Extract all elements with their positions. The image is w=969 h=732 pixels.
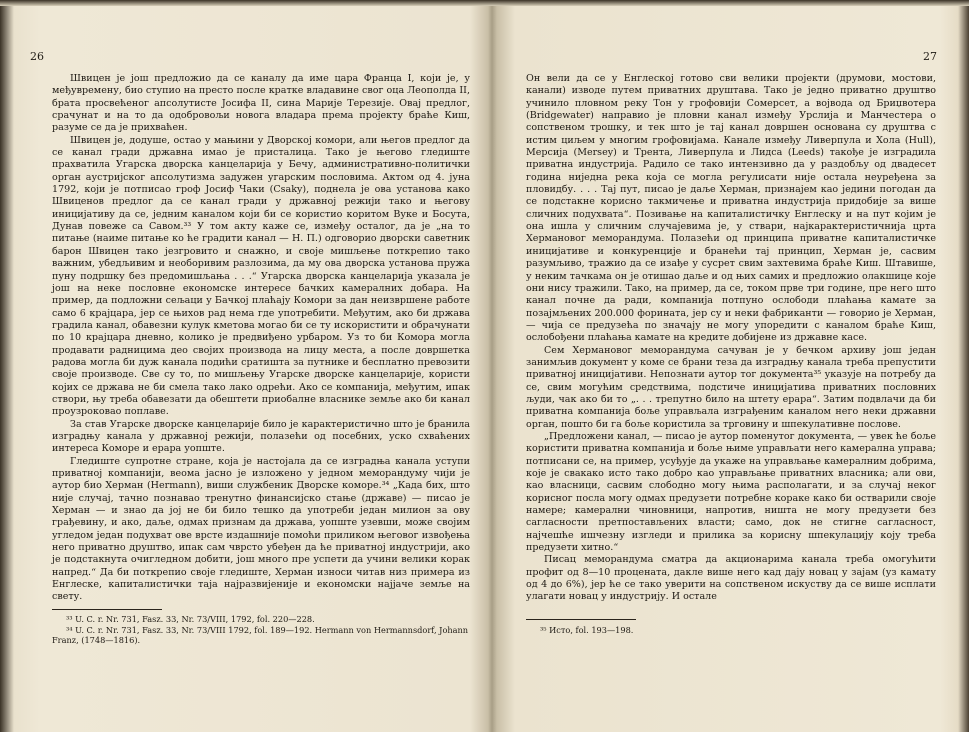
paragraph: Сем Хермановог меморандума сачуван је у бечком архиву још један занимљив документ у коме се брани теза да изградњу канала треба препустити приватној иницијативи. Непознати аутор тог документа³⁵ указује на потребу да се, свим могућим средствима, подстиче иницијатива приватних пословних људи, чак ако би то „. . . трепутно било на штету ерара“. Затим подвлачи да би приватна компанија боље управљала изграђеним каналом него неки државни орган, пошто би га боље користила за трговину и шпекулативне послове. [526, 344, 936, 430]
footnote-rule [526, 619, 636, 620]
footnote: ³⁵ Исто, fol. 193—198. [540, 625, 634, 635]
left-page [20, 0, 480, 732]
right-page [510, 0, 955, 732]
paragraph: „Предложени канал, — писао је аутор поменутог документа, — увек ће боље користити приватна компанија и боље њиме управљати него камерална управа; потписани се, на пример, усуђује да укаже на управљање камералним добрима, које је свакако исто тако добро као управљање приватних власника; али ови, као власници, сасвим слободно могу њима располагати, и за случај неког корисног посла могу одмах предузети потребне кораке како би остварили своје намере; камерални чиновници, напротив, ништа не могу предузети без сагласности претпостављених власти; само, док не стигне сагласност, најчешће ишчезну изгледи и прилика за корисну шпекулацију коју треба предузети хитно.“ [526, 430, 936, 554]
paragraph: Швицен је, додуше, остао у мањини у Дворској комори, али његов предлог да се канал гради државна имао је присталица. Тако је његово гледиште прахватила Угарска дворска канцеларија у Бечу, административно-политички орган аустријског апсолутизма задужен угарским пословима. Актом од 4. јуна 1792, који је потписао гроф Јосиф Чаки (Csaky), поднела је ова установа како Швиценов предлог да се канал гради у државној режији тако и његову иницијативу да се, једним каналом који би се користио коритом Вуке и Босута, Дунав повеже са Савом.³³ У том акту каже се, између осталог, да је „на то питање (наиме питање ко ће градити канал — Н. П.) одговорио дворски саветник барон Швицен тако језгровито и снажно, и своје мишљење поткрепио тако важним, убедљивим и необоривим разлозима, да му ова дворска установа пружа пуну подршку без предомишљања . . .“ Угарска дворска канцеларија указала је још на неке пословне економске интересе бачких камералних добара. На пример, да подложни сељаци у Бачкој плаћају Комори за дан неизвршене работе само 6 крајцара, јер се њихов рад нема где употребити. Међутим, ако би држава градила канал, обавезни кулук кметова могао би се ту искористити и обрачунати по 10 крајцара дневно, колико је предвиђено урбаром. Уз то би Комора могла продавати радницима део својих производа на лицу места, а после довршетка радова могла би дуж канала подићи сратишта за путнике и бесплатно превозити своје производе. Све су то, по мишљењу Угарске дворске канцеларије, користи којих се држава не би смела тако лако одрећи. Ако се компанија, међутим, ипак створи, њу треба обавезати да обештети приобалне власнике земље ако би канал проузроковао поплаве. [52, 134, 470, 418]
page-number: 26 [30, 50, 44, 63]
page-body [526, 73, 936, 604]
page-body [52, 73, 470, 604]
footnote: ³⁴ U. C. r. Nr. 731, Fasz. 33, Nr. 73/VIII 1792, fol. 189—192. Hermann von Hermannsdorf, Johann Franz, (1748—1816). [52, 624, 469, 646]
paragraph: Он вели да се у Енглеској готово сви велики пројекти (друмови, мостови, канали) изводе путем приватних друштава. Тако је једно приватно друштво учинило пловном реку Тон у грофовији Сомерсет, а војвода од Бриџвотера (Bridgewater) направио је пловни канал између Урслија и Манчестера о сопственом трошку, и тек што је тај канал довршен основана су друштва с истим циљем у многим грофовијама. Канале између Ливерпула и Хола (Hull), Мерсија (Mersey) и Трента, Ливерпула и Лидса (Leeds) такође је изградила приватна индустрија. Радило се тако интензивно да у раздобљу од двадесет година ниједна река која се могла регулисати није остала неуређена за пловидбу. . . . Тај пут, писао је даље Херман, признајем као једини погодан да се подстакне корисно такмичење и приватна индустрија придобије за више сличних подухвата“. Позивање на капиталистичку Енглеску и на пут којим је она ишла у сличним случајевима је, у ствари, најкарактеристичнија црта Хермановог меморандума. Полазећи од принципа приватне капиталистичке иницијативе и конкуренције и бранећи тај принцип, Херман је, сасвим разумљиво, тражио да се изађе у сусрет свим захтевима браће Киш. Штавише, у неким тачкама он је отишао даље и од њих самих и предложио олакшице које они нису тражили. Тако, на пример, да се, током прве три године, пре него што канал почне да ради, компанија потпуно ослободи плаћања камате за позајмљених 200.000 форината, јер су и неки фабриканти — говорио је Херман, — чија се предузећа по значају не могу упоредити с каналом браће Киш, ослобођени плаћања камате на кредите добијене из државне касе. [526, 73, 936, 344]
footnotes [526, 625, 936, 636]
paragraph: Гледиште супротне стране, која је настојала да се изградња канала уступи приватној компанији, веома јасно је изложено у једном меморандуму чији је аутор био Херман (Hermann), виши службеник Дворске коморе.³⁴ „Када бих, што није случај, тачно познавао тренутно финансијско стање (државе) — писао је Херман — и знао да јој не би било тешко да употреби један милион за ову грађевину, и ако, даље, одмах признам да држава, уопште узевши, може својим угледом један подухват ове врсте издашније помоћи приликом његовог извођења него приватно друштво, ипак сам чврсто убеђен да ће приватној индустрији, ако је подстакнута очигледном добити, још много пре успети да учини велики корак напред.“ Да би поткрепио своје гледиште, Херман износи читав низ примера из Енглеске, капиталистички таја најразвијеније и економски најјаче земље на свету. [52, 455, 470, 603]
paragraph: Швицен је још предложио да се каналу да име цара Франца I, који је, у међувремену, био ступио на престо после кратке владавине свог оца Леополда II, брата просвећеног апсолутисте Јосифа II, сина Марије Терезије. Овај предлог, срачунат и на то да одобровољи новога владара према пројекту браће Киш, разуме се да је прихваћен. [52, 73, 470, 134]
footnote: ³³ U. C. r. Nr. 731, Fasz. 33, Nr. 73/VIII, 1792, fol. 220—228. [66, 614, 315, 624]
paragraph: За став Угарске дворске канцеларије било је карактеристично што је бранила изградњу канала у државној режији, полазећи од посебних, уско схваћених интереса Коморе и ерара уопште. [52, 418, 470, 455]
paragraph: Писац меморандума сматра да акционарима канала треба омогућити профит од 8—10 процената, дакле више него кад дају новац у зајам (уз камату од 4 до 6%), јер ће се тако уверити на сопственом искуству да се више исплати улагати новац у индустрију. И остале [526, 554, 936, 603]
footnotes [52, 614, 470, 646]
footnote-rule [52, 609, 162, 610]
page-number: 27 [923, 50, 937, 63]
